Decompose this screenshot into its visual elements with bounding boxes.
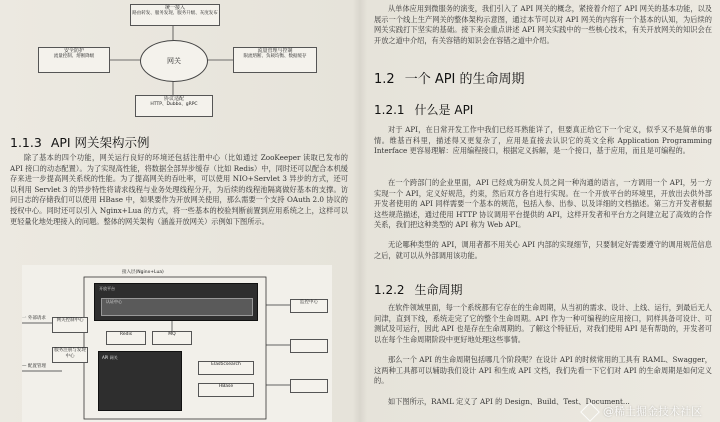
protocol-title: 协议适配: [163, 96, 184, 102]
open-platform-label: 开放平台: [99, 286, 115, 291]
registry-box: 服务注册与发现中心: [52, 347, 88, 363]
elasticsearch-node: Elasticsearch: [198, 361, 254, 375]
auth-center-label: 认证中心: [106, 299, 122, 304]
right-node-2: [290, 339, 328, 353]
api-gateway-block: API 网关: [98, 351, 182, 411]
auth-center-box: [101, 298, 253, 316]
juejin-logo-icon: [580, 402, 600, 422]
section-number: 1.1.3: [10, 135, 42, 150]
lifecycle-paragraph-3: 如下图所示，RAML 定义了 API 的 Design、Build、Test、Document...: [388, 397, 630, 406]
traffic-control-box: [233, 47, 317, 73]
subsection-a-heading: [374, 101, 473, 118]
unified-access-body: 路由转发、服务发现、服务升级、灰度发布: [132, 11, 218, 16]
what-is-api-paragraph-3: 无论哪种类型的 API，调用者都不用关心 API 内部的实现细节，只要制定好需要遵守的调用规范信息之后，就可以从外部调用该功能。: [374, 240, 712, 260]
subsection-a-number: 1.2.1: [374, 103, 405, 117]
right-node-3: [290, 379, 328, 393]
security-body: 流量控制、熔断降级: [53, 54, 95, 59]
traffic-control-body: 限流熔断、负载均衡、数据缓存: [243, 54, 307, 59]
open-platform-block: [94, 283, 258, 321]
mq-node: MQ: [152, 331, 192, 345]
traffic-control-title: 流量管理与控制: [257, 48, 293, 54]
subsection-b-number: 1.2.2: [374, 283, 405, 297]
watermark-text: @稀土掘金技术社区: [603, 405, 702, 418]
protocol-box: [135, 95, 213, 117]
external-request-label: 一 外部请求: [22, 316, 46, 321]
section-heading: [10, 133, 150, 151]
security-box: [38, 47, 110, 73]
redis-node: Redis: [106, 331, 146, 345]
gateway-ellipse: 网关: [140, 40, 208, 82]
lifecycle-paragraph-1: 在软件领域里面，每一个系统都有它存在的生命周期，从当初的需求、设计、上线、运行，到最后无人问津，直到下线，系统走完了它的整个生命周期。API 作为一种可编程的应用接口，同样具备可设计、可测试及可运行，因此 API 也是存在生命周期的。了解这个特征后，对我们使用 API 是有帮助的，开发者可以在每个生命周期阶段中更好地处理这些事情。: [374, 303, 712, 344]
subsection-b-title: 生命周期: [414, 283, 463, 297]
subsection-b-heading: [374, 281, 463, 298]
what-is-api-paragraph-2: 在一个跨部门的企业里面，API 已经成为研发人员之间一种沟通的语言，一方调用一个 API，另一方实现一个 API，定义好规范，约束，然后双方各自进行实现。在一个开放平台的环境里，开放出去供外部开发者使用的 API 同样需要一个基本的规范，包括入参、出参、以及详细的文档描述。第三方开发者根据这些规范描述，通过使用 HTTP 协议调用平台提供的 API，这样开发者和平台方之间建立起了高效的合作关系，我们把这种类型的 API 称为 Web API。: [374, 178, 712, 230]
config-label: — 配置管理: [22, 364, 46, 369]
hbase-node: HBase: [198, 383, 254, 397]
control-center-box: 网关控制中心: [52, 317, 88, 333]
architecture-paragraph: 除了基本的四个功能，网关运行良好的环境还包括注册中心（比如通过 ZooKeeper 读取已发布的 API 接口的动态配置）。为了实现高性能，将数据全部异步缓存（比如 Redis）中，同时还可以配合本机缓存来进一步提高网关系统的性能。为了提高网关的吞吐率，可以使用 NIO+Servlet 3 异步的方式，还可以利用 Servlet 3 的异步特性将请求线程与业务处理线程分开，为后续的线程池隔离做好基本的支撑。访问日志的存储我们可以使用 HBase 中，如果要作为开放网关使用，那么需要一个支持 OAuth 2.0 协议的授权中心。同时还可以引入 Nginx+Lua 的方式，将一些基本的校验判断前置到应用系统之上，这样可以更轻量化地处理接入的问题。整体的网关架构（涵盖开放网关）示例如下图所示。: [10, 153, 348, 226]
right-page: [364, 0, 720, 422]
security-title: 安全防护: [63, 48, 84, 54]
lifecycle-paragraph-2: 那么一个 API 的生命周期包括哪几个阶段呢？在设计 API 的时候常用的工具有 RAML、Swagger，这两种工具都可以辅助我们设计 API 和生成 API 文档，我们先看一下它们对 API 的生命周期是如何定义的。: [374, 355, 712, 386]
watermark: [583, 403, 702, 419]
chapter-number: 1.2: [374, 72, 395, 87]
chapter-heading: [374, 68, 525, 87]
left-page: [0, 0, 358, 422]
unified-access-title: 统一接入: [164, 5, 185, 11]
intro-paragraph: 从单体应用到微服务的演变，我们引入了 API 网关的概念，紧接着介绍了 API 网关的基本功能，以及展示一个线上生产网关的整体架构示意图，通过本节可以对 API 网关的内容有一个基本的认知，为后续的网关实践打下坚实的基础。接下来会重点讲述 API 网关实践中的一些核心技术，有关开放网关的知识会在开放之道中介绍，有关容错的知识会在容错之道中介绍。: [374, 4, 712, 45]
section-title: API 网关架构示例: [50, 135, 150, 150]
gateway-architecture-diagram: [22, 265, 332, 422]
access-layer-label: 接入层(Nginx+Lua): [122, 270, 164, 275]
subsection-a-title: 什么是 API: [414, 103, 474, 117]
chapter-title: 一个 API 的生命周期: [404, 72, 525, 87]
monitor-center-box: 监控中心: [290, 299, 328, 313]
what-is-api-paragraph-1: 对于 API，在日常开发工作中我们已经耳熟能详了，但要真正给它下一个定义，似乎又不是简单的事情。维基百科里，描述得又更复杂了，应用是直接去认识它的英文全称 Application Programming Interface 更容易理解：应用编程接口，根据定义拆解，是一个接口，基于应用，而且是可编程的。: [374, 125, 712, 156]
unified-access-box: [130, 4, 220, 26]
protocol-body: HTTP、Dubbo、gRPC: [150, 102, 198, 107]
